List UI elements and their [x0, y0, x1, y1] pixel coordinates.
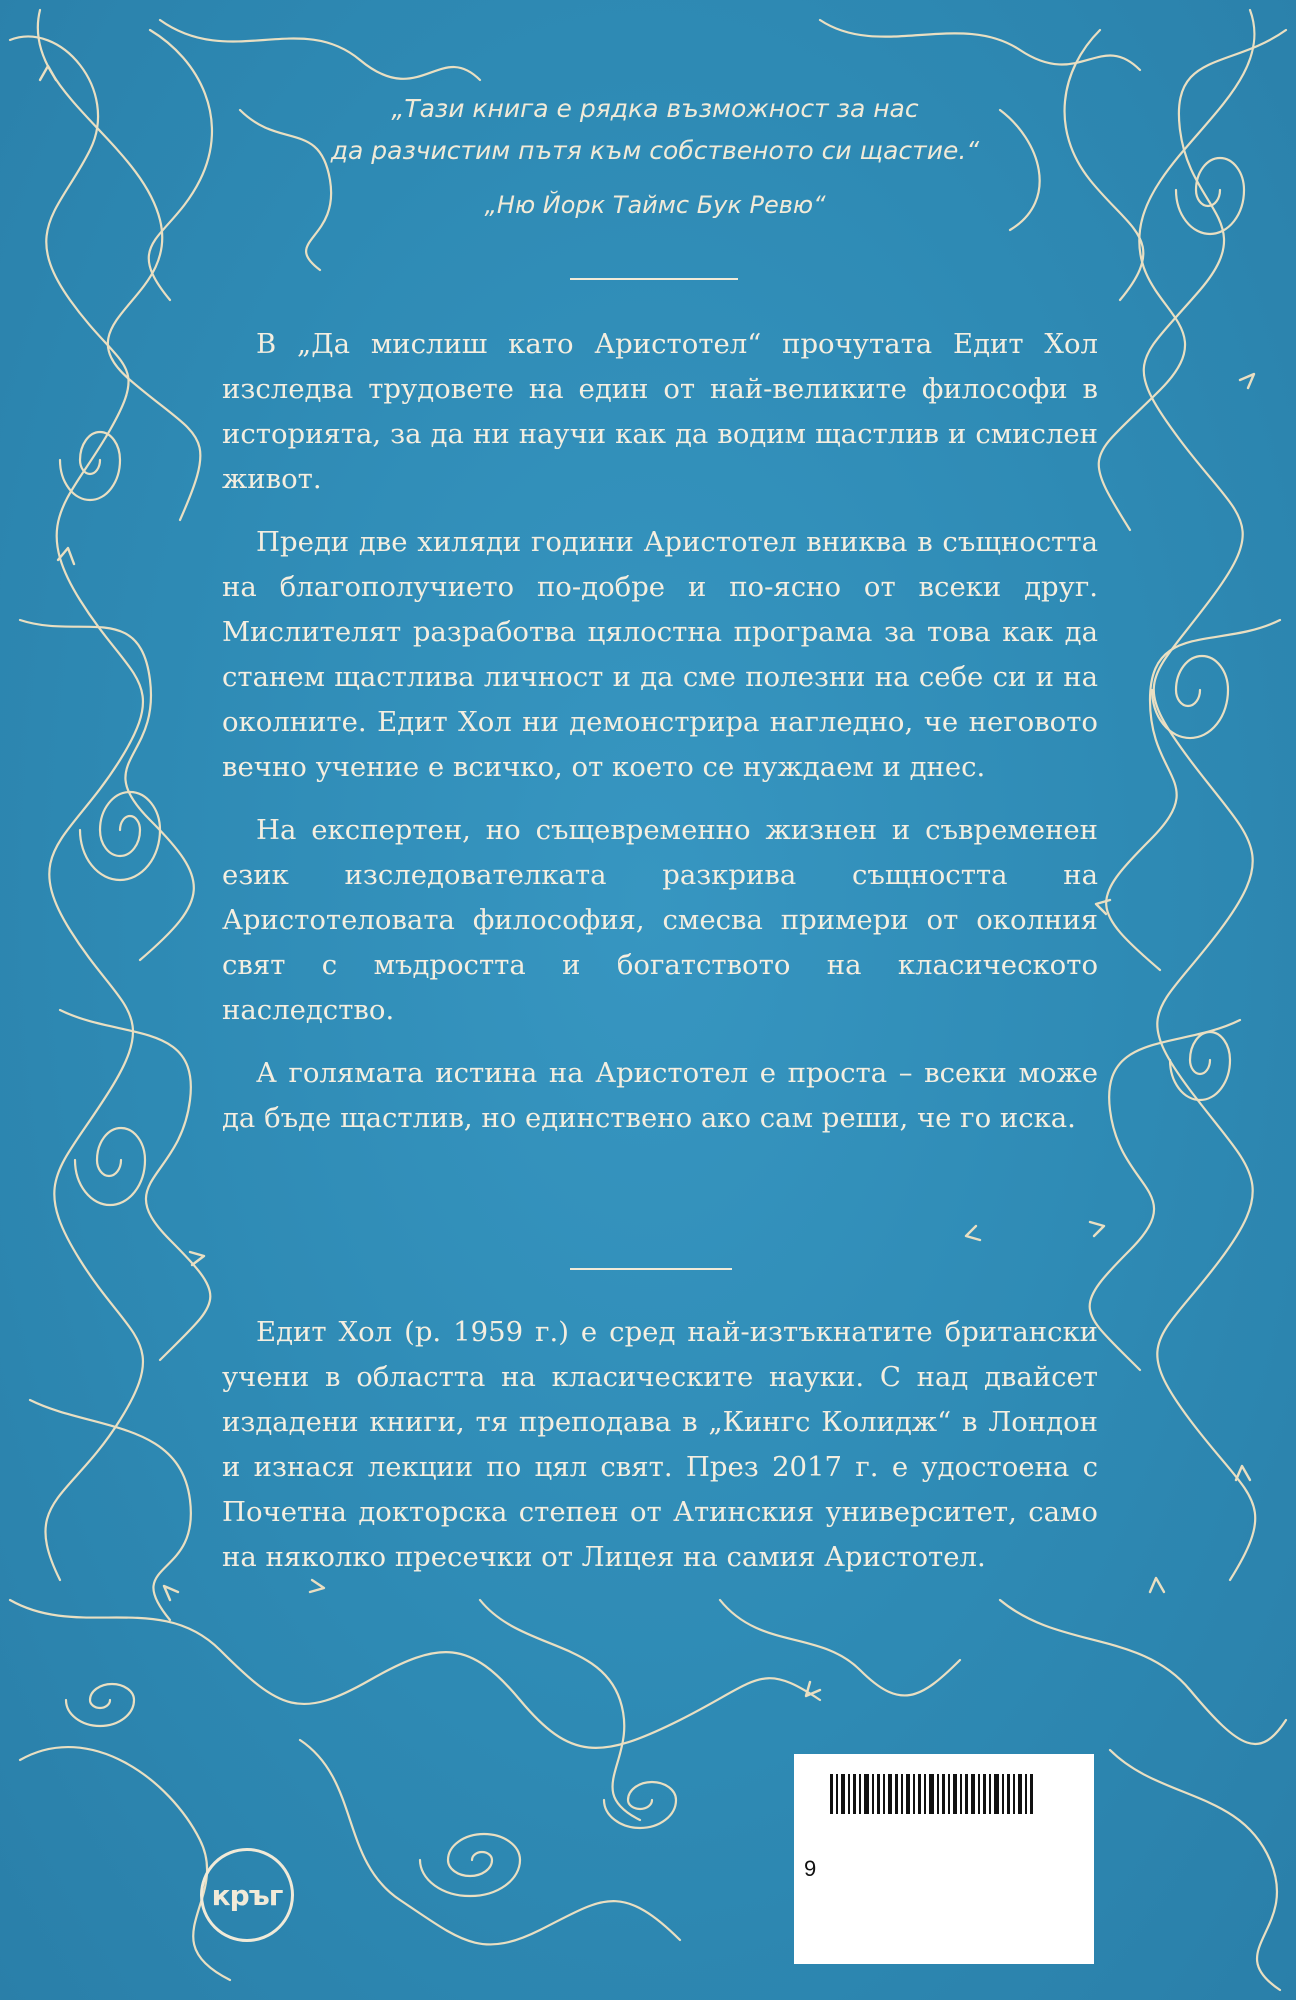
- publisher-logo: [200, 1848, 294, 1942]
- divider-bottom: [570, 1268, 732, 1270]
- author-bio: [222, 1310, 1098, 1598]
- description-paragraph-4: А голямата истина на Аристотел е проста – всеки може да бъде щастлив, но единствено ако сам реши, че го иска.: [222, 1057, 1098, 1134]
- description-paragraph-1: В „Да мислиш като Аристотел“ прочутата Едит Хол изследва трудовете на един от най-великите философи в историята, за да ни научи как да водим щастлив и смислен живот.: [222, 328, 1098, 495]
- book-description: [222, 322, 1098, 1159]
- review-quote: [330, 88, 980, 226]
- description-paragraph-3: На експертен, но същевременно жизнен и съвременен език изследователката разкрива същността на Аристотеловата философия, смесва примери от околния свят с мъдростта и богатството на класическото наследство.: [222, 814, 1098, 1026]
- barcode-sticker: [794, 1754, 1094, 1964]
- divider-top: [570, 278, 738, 280]
- quote-line-2: да разчистим пътя към собственото си щастие.“: [330, 136, 980, 165]
- description-paragraph-2: Преди две хиляди години Аристотел вниква в същността на благополучието по-добре и по-ясно от всеки друг. Мислителят разработва цялостна програма за това как да станем щастлива личност и да сме полезни на себе си и на околните. Едит Хол ни демонстрира нагледно, че неговото вечно учение е всичко, от което се нуждаем и днес.: [222, 526, 1098, 783]
- isbn-first-digit: 9: [804, 1856, 817, 1881]
- quote-source: „Ню Йорк Таймс Бук Ревю“: [484, 191, 826, 219]
- publisher-logo-text: кръг: [211, 1878, 283, 1912]
- barcode-bars: [830, 1774, 1074, 1814]
- author-bio-paragraph: Едит Хол (р. 1959 г.) е сред най-изтъкнатите британски учени в областта на класическите науки. С над двайсет издадени книги, тя преподава в „Кингс Колидж“ в Лондон и изнася лекции по цял свят. През 2017 г. е удостоена с Почетна докторска степен от Атинския университет, само на няколко пресечки от Лицея на самия Аристотел.: [222, 1316, 1098, 1573]
- quote-line-1: „Тази книга е рядка възможност за нас: [391, 94, 919, 123]
